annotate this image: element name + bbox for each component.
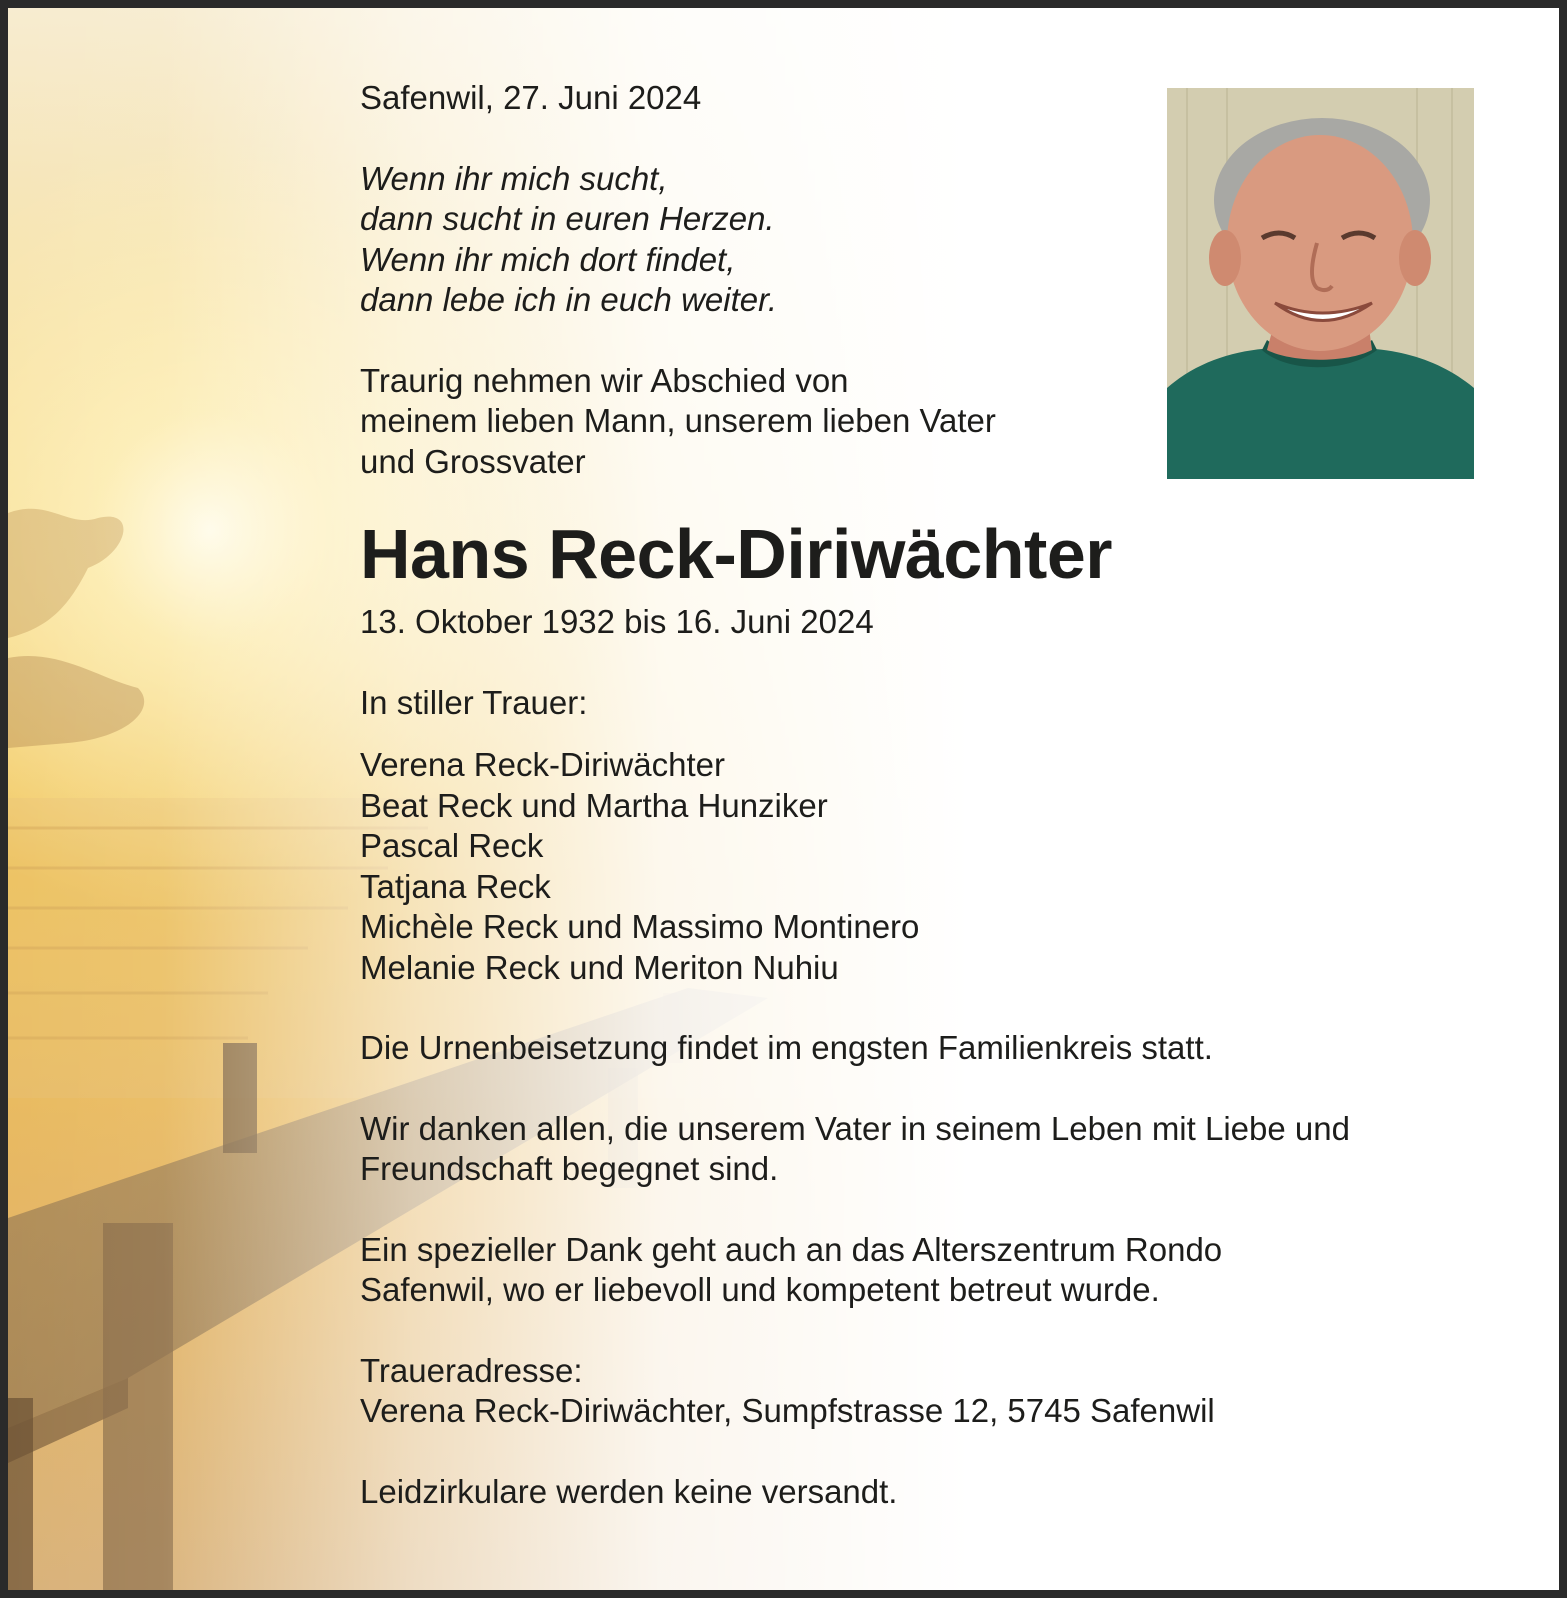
address-heading: Traueradresse: (360, 1351, 583, 1389)
life-dates: 13. Oktober 1932 bis 16. Juni 2024 (360, 603, 874, 640)
mourner: Pascal Reck (360, 827, 544, 864)
mourners-heading: In stiller Trauer: (360, 683, 588, 721)
special-thanks-line: Ein spezieller Dank geht auch an das Alterszentrum Rondo (360, 1230, 1223, 1268)
intro-line: Traurig nehmen wir Abschied von (360, 361, 849, 399)
closing-note: Leidzirkulare werden keine versandt. (360, 1472, 898, 1510)
poem-line: Wenn ihr mich sucht, (360, 159, 668, 197)
poem-line: dann sucht in euren Herzen. (360, 200, 775, 237)
place-date: Safenwil, 27. Juni 2024 (360, 79, 702, 116)
poem-line: Wenn ihr mich dort findet, (360, 240, 736, 278)
intro-line: und Grossvater (360, 442, 586, 480)
poem-line: dann lebe ich in euch weiter. (360, 281, 778, 318)
mourner: Verena Reck-Diriwächter (360, 746, 725, 783)
deceased-name: Hans Reck-Diriwächter (360, 515, 1113, 593)
special-thanks-line: Safenwil, wo er liebevoll und kompetent betreut wurde. (360, 1271, 1160, 1308)
mourners-list (360, 745, 1470, 988)
notice-text (360, 78, 1470, 1512)
intro (360, 361, 1470, 483)
thanks-line: Wir danken allen, die unserem Vater in seinem Leben mit Liebe und (360, 1109, 1350, 1147)
mourner: Beat Reck und Martha Hunziker (360, 786, 828, 824)
mourning-address: Verena Reck-Diriwächter, Sumpfstrasse 12, 5745 Safenwil (360, 1392, 1215, 1429)
poem (360, 159, 1470, 321)
burial-note: Die Urnenbeisetzung findet im engsten Familienkreis statt. (360, 1029, 1213, 1066)
thanks-line: Freundschaft begegnet sind. (360, 1150, 779, 1187)
thanks (360, 1109, 1470, 1190)
special-thanks (360, 1230, 1470, 1311)
mourner: Melanie Reck und Meriton Nuhiu (360, 948, 839, 986)
intro-line: meinem lieben Mann, unserem lieben Vater (360, 402, 996, 439)
mourner: Michèle Reck und Massimo Montinero (360, 908, 920, 945)
mourner: Tatjana Reck (360, 867, 551, 905)
